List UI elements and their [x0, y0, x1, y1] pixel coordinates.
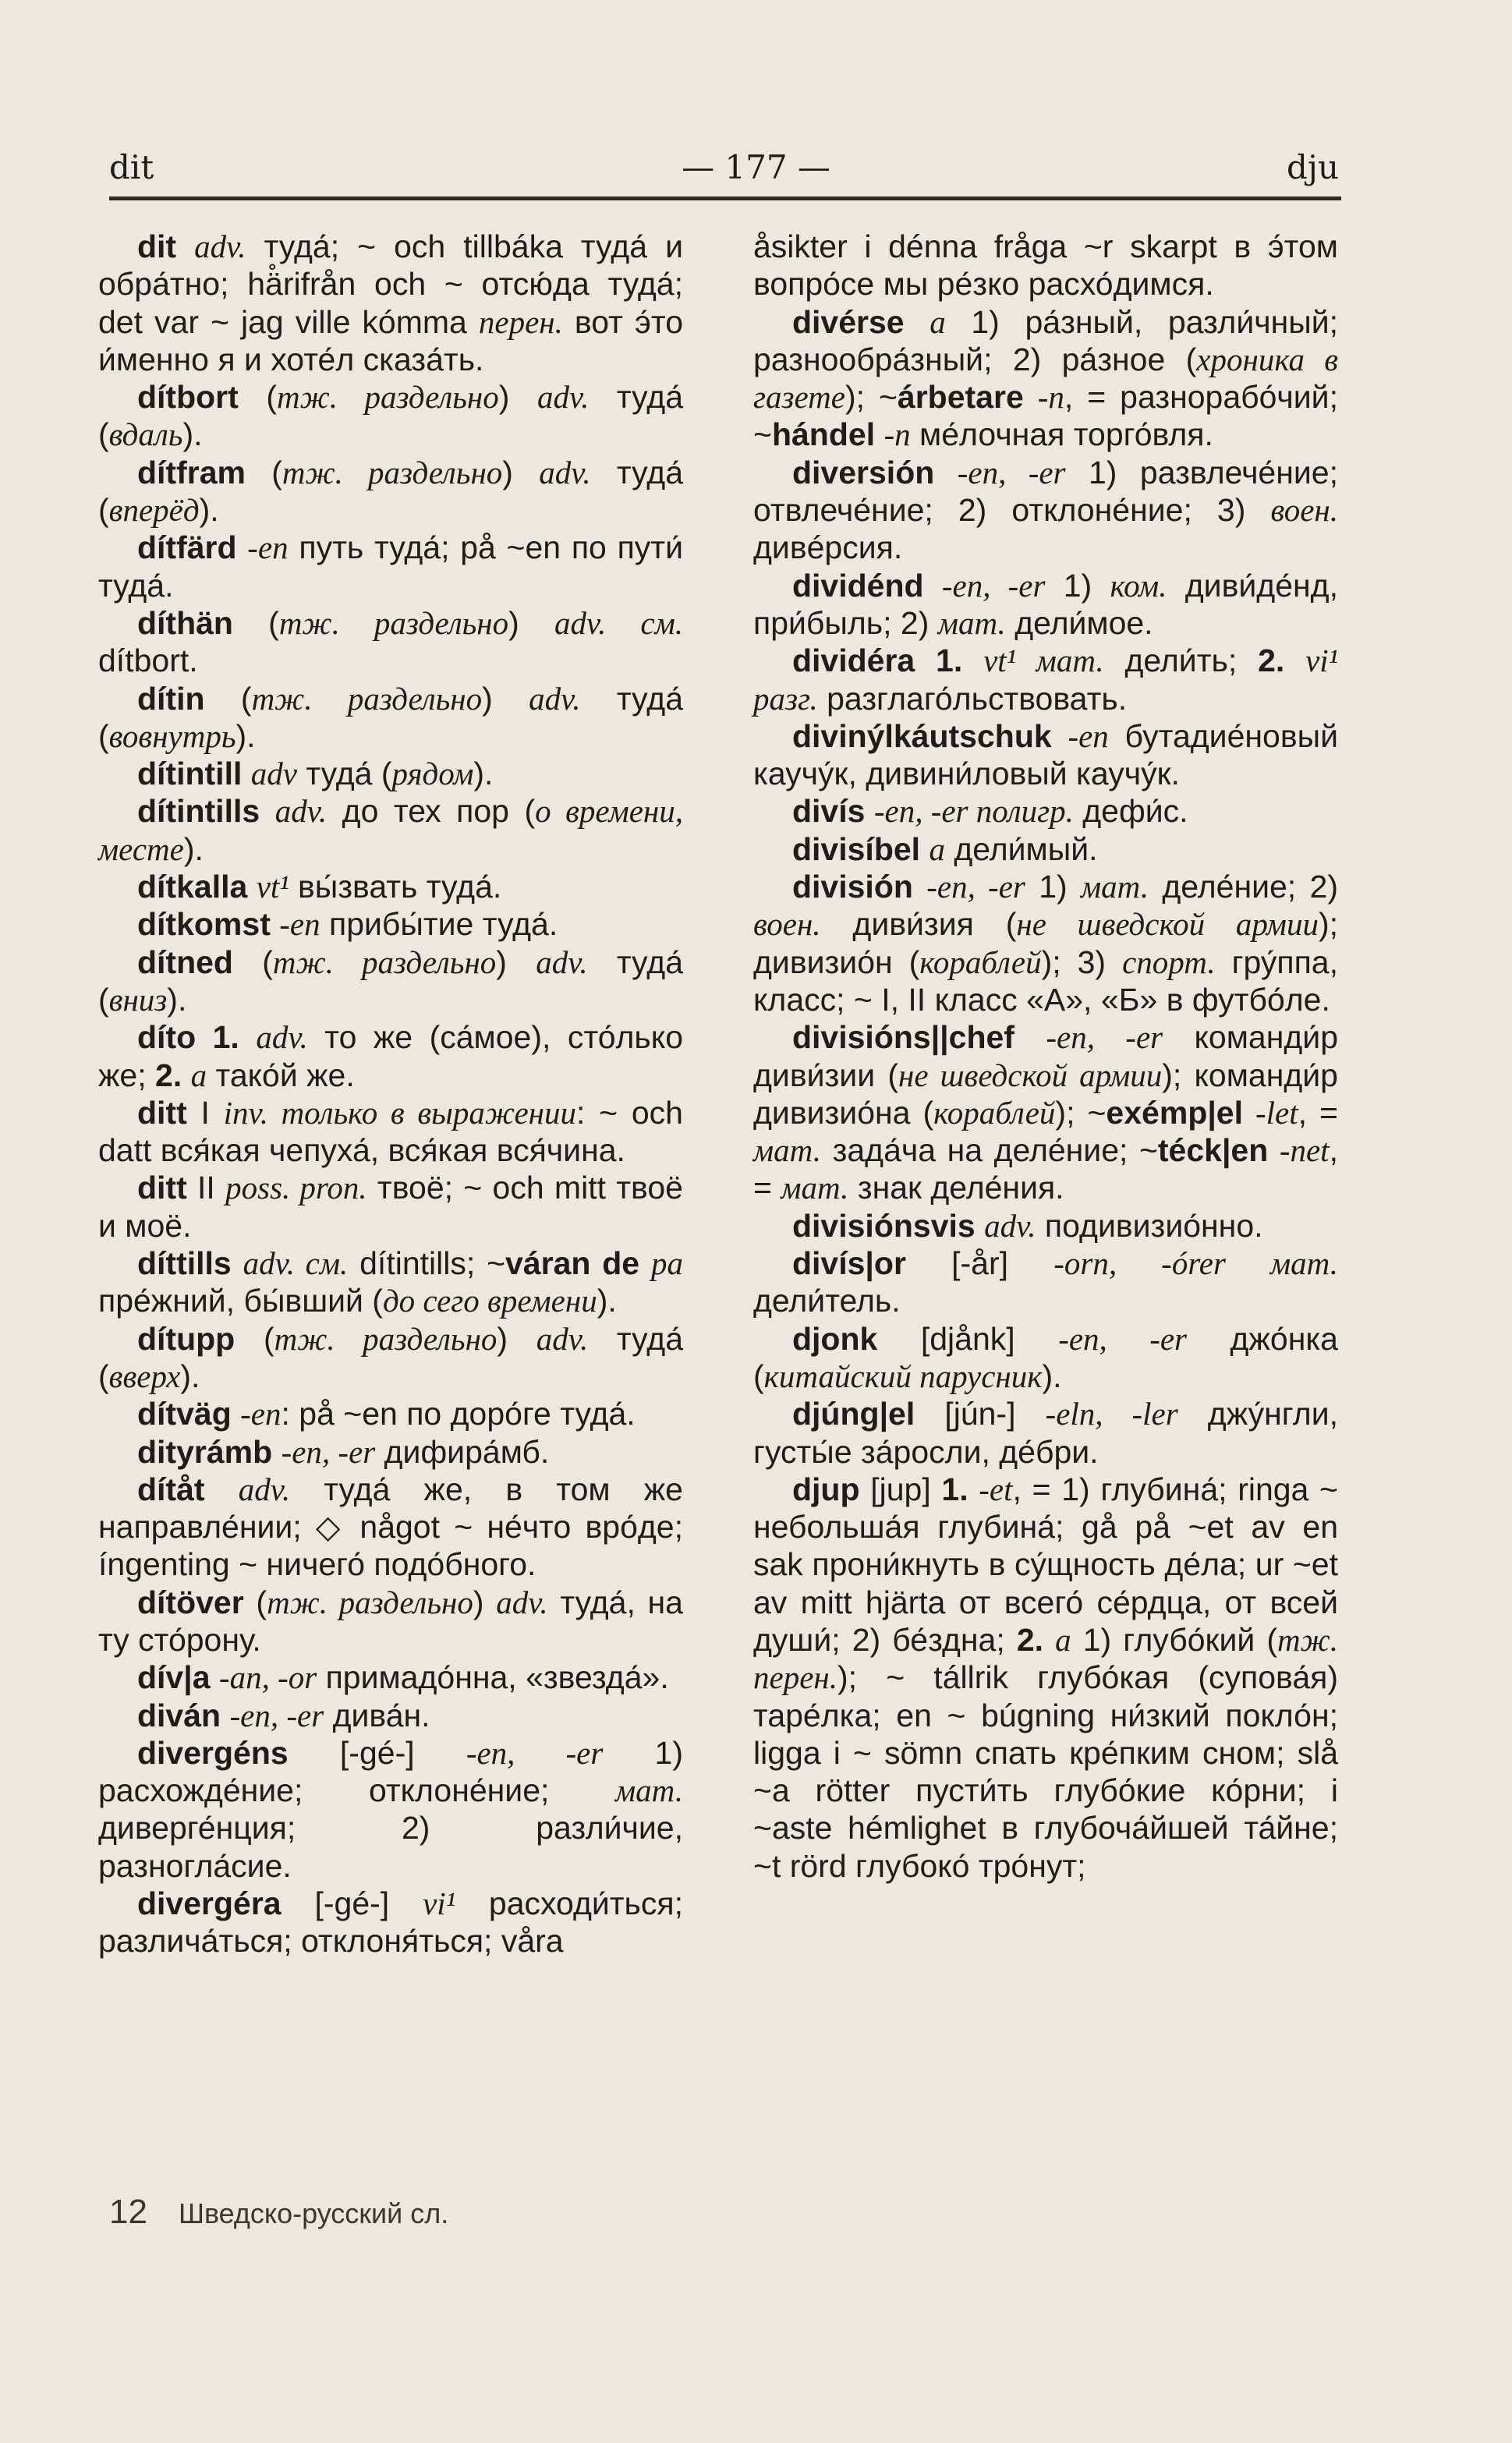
- dictionary-entry: [98, 1395, 683, 1432]
- footer-sheet-number: 12: [109, 2193, 147, 2231]
- definition-text: ): [497, 1320, 536, 1357]
- dictionary-entry: [753, 1320, 1338, 1396]
- definition-text: туда́, на ту сто́рону.: [98, 1584, 683, 1658]
- headword: 1.: [941, 1471, 968, 1507]
- dictionary-entry: [98, 1433, 683, 1471]
- grammar-label: вовнутрь: [108, 717, 236, 754]
- definition-text: [232, 1245, 243, 1281]
- definition-text: [1024, 379, 1038, 415]
- definition-text: [205, 1471, 239, 1507]
- dictionary-entry: [98, 1094, 683, 1170]
- grammar-label: -en, -er: [1058, 1320, 1188, 1357]
- headword: 2.: [1016, 1621, 1044, 1658]
- headword: divinýlkáutschuk: [792, 717, 1052, 754]
- headword: díttills: [137, 1245, 232, 1282]
- grammar-label: -en: [1068, 717, 1109, 754]
- definition-text: [934, 455, 957, 490]
- dictionary-entry: [98, 1471, 683, 1584]
- dictionary-entry: [98, 1659, 683, 1696]
- grammar-label: adv.: [256, 1019, 308, 1056]
- definition-text: ); дивизио́н (: [753, 906, 1338, 980]
- grammar-label: тж. раздельно: [274, 1320, 498, 1357]
- dictionary-entry: [753, 1207, 1338, 1245]
- definition-text: (: [204, 680, 252, 717]
- grammar-label: -en, -er: [926, 869, 1025, 905]
- definition-text: [221, 1698, 229, 1733]
- definition-text: дели́мое.: [1005, 604, 1153, 641]
- dictionary-entry: [98, 680, 683, 756]
- grammar-label: мат.: [937, 604, 1006, 641]
- headword: dítintill: [137, 756, 243, 792]
- headword: dítåt: [137, 1471, 205, 1507]
- header-rule: [109, 197, 1341, 200]
- definition-text: джо́нка (: [753, 1320, 1338, 1394]
- grammar-label: -en: [240, 1396, 282, 1432]
- definition-text: дивéрсия.: [753, 529, 903, 566]
- footer-signature: Шведско-русский сл.: [178, 2197, 449, 2229]
- grammar-label: рядом: [391, 756, 474, 792]
- definition-text: бутадие́новый каучу́к, дивини́ловый каучу́к.: [753, 717, 1338, 792]
- definition-text: [211, 1659, 219, 1695]
- definition-text: dítintills; ~: [348, 1245, 506, 1282]
- headword: váran de: [505, 1245, 640, 1282]
- grammar-label: a: [929, 830, 945, 867]
- definition-text: [913, 869, 926, 905]
- dictionary-entry: [753, 792, 1338, 830]
- headword: dítkomst: [137, 906, 271, 943]
- definition-text: дива́н.: [324, 1697, 430, 1733]
- definition-text: [1014, 1019, 1046, 1055]
- definition-text: ): [496, 944, 536, 980]
- dictionary-entry: [753, 303, 1338, 454]
- definition-text: твоё; ~ och mitt твоё и моё.: [98, 1170, 683, 1244]
- dictionary-entry: [98, 1584, 683, 1659]
- dictionary-entry: [753, 1395, 1338, 1471]
- headword: divís|or: [792, 1245, 906, 1282]
- dictionary-entry: [98, 604, 683, 680]
- definition-text: [247, 869, 256, 905]
- definition-text: ); ~: [845, 379, 898, 416]
- headword: dítkalla: [137, 869, 248, 905]
- definition-text: [-gé-]: [281, 1885, 423, 1922]
- dictionary-entry: [98, 228, 683, 378]
- headword: diván: [137, 1697, 221, 1733]
- headword: dit: [137, 228, 177, 264]
- definition-text: ).: [199, 492, 219, 529]
- headword: árbetare: [897, 379, 1024, 416]
- definition-text: (: [243, 1584, 267, 1620]
- grammar-label: вдаль: [108, 416, 183, 453]
- definition-text: I: [186, 1094, 224, 1131]
- definition-text: дели́тель.: [753, 1283, 901, 1319]
- grammar-label: adv.: [536, 379, 590, 416]
- definition-text: тако́й же.: [207, 1057, 355, 1093]
- definition-text: ): [473, 1584, 497, 1620]
- definition-text: [1052, 718, 1068, 754]
- grammar-label: adv.: [274, 793, 328, 830]
- grammar-label: тж. раздельно: [282, 454, 503, 490]
- grammar-label: adv. см.: [554, 604, 684, 641]
- grammar-label: кораблей: [933, 1094, 1056, 1131]
- grammar-label: вверх: [108, 1358, 181, 1394]
- grammar-label: -let: [1255, 1094, 1298, 1131]
- grammar-label: -en, -er: [1046, 1019, 1163, 1056]
- grammar-label: тж. раздельно: [277, 379, 499, 416]
- definition-text: [237, 529, 248, 565]
- definition-text: расходи́ться; различа́ться; отклоня́ться; våra: [98, 1885, 683, 1960]
- grammar-label: vt¹ мат.: [983, 643, 1104, 679]
- headword: divisiónsvis: [792, 1207, 976, 1244]
- grammar-label: pa: [650, 1245, 683, 1282]
- page-number: — 177 —: [682, 148, 830, 186]
- definition-text: [176, 228, 194, 264]
- definition-text: [920, 831, 929, 867]
- definition-text: [639, 1245, 651, 1281]
- grammar-label: -an, -or: [218, 1659, 317, 1696]
- definition-text: [djånk]: [877, 1320, 1059, 1357]
- definition-text: дели́ть;: [1103, 643, 1259, 679]
- headword: divís: [792, 793, 866, 830]
- definition-text: до тех пор (: [327, 793, 536, 830]
- headword: ditt: [137, 1094, 187, 1131]
- dictionary-entry: [98, 944, 683, 1019]
- dictionary-entry: [753, 228, 1338, 303]
- grammar-label: не шведской армии: [898, 1057, 1163, 1093]
- definition-text: ): [482, 680, 529, 717]
- definition-text: диви́де́нд, при́быль; 2): [753, 567, 1338, 641]
- grammar-label: тж. раздельно: [278, 604, 509, 641]
- definition-text: (: [238, 379, 278, 416]
- grammar-label: -et: [979, 1471, 1013, 1507]
- definition-text: : ~ och datt вся́кая чепуха́, вся́кая вся́чина.: [98, 1094, 683, 1169]
- definition-text: ме́лочная торго́вля.: [910, 416, 1213, 453]
- dictionary-entry: [98, 454, 683, 529]
- definition-text: [260, 793, 275, 829]
- definition-text: дефи́с.: [1073, 793, 1188, 830]
- definition-text: [jup]: [859, 1471, 942, 1507]
- definition-text: ).: [597, 1283, 617, 1319]
- grammar-label: ком.: [1110, 567, 1167, 604]
- headword: 2.: [1258, 643, 1285, 679]
- definition-text: джу́нгли, густы́е за́росли, де́бри.: [753, 1396, 1338, 1470]
- grammar-label: adv. см.: [243, 1245, 349, 1282]
- headword: dítfärd: [137, 529, 237, 566]
- headword: djup: [792, 1471, 860, 1507]
- headword: dítbort: [137, 379, 239, 416]
- definition-text: ).: [180, 1358, 200, 1394]
- grammar-label: adv.: [539, 454, 591, 490]
- grammar-label: хроника в газете: [753, 341, 1338, 416]
- headword: divisíbel: [792, 830, 921, 867]
- grammar-label: -en, -er полигр.: [873, 793, 1074, 830]
- header-left-guide-word: dit: [109, 148, 154, 186]
- headword: dividénd: [792, 567, 924, 604]
- definition-text: ).: [183, 830, 204, 867]
- definition-text: [-gé-]: [288, 1734, 466, 1771]
- dictionary-entry: [98, 905, 683, 943]
- headword: díthän: [137, 604, 233, 641]
- grammar-label: poss. pron.: [225, 1170, 367, 1206]
- grammar-label: vi¹: [423, 1885, 455, 1922]
- grammar-label: тж. раздельно: [272, 944, 497, 980]
- header-right-guide-word: dju: [1287, 148, 1339, 186]
- grammar-label: перен.: [478, 303, 563, 340]
- definition-text: ): [498, 379, 537, 416]
- definition-text: прибы́тие туда́.: [320, 906, 558, 943]
- dictionary-entry: [753, 1018, 1338, 1206]
- definition-text: туда́ же, в том же направле́нии; ◇ något ~ не́что вро́де; íngenting ~ ничего́ подо́бного.: [98, 1471, 683, 1583]
- definition-text: команди́р диви́зии (: [753, 1019, 1338, 1093]
- definition-text: туда́ (: [98, 944, 684, 1018]
- definition-text: путь туда́; på ~en по пути́ туда́.: [98, 529, 683, 604]
- definition-text: 1): [1045, 567, 1110, 604]
- definition-text: [271, 906, 279, 942]
- headword: ditt: [137, 1170, 187, 1206]
- headword: dítned: [137, 944, 233, 980]
- definition-text: [1284, 643, 1305, 678]
- definition-text: ); ~ tállrik глубо́кая (супова́я) таре́лка; en ~ búgning ни́зкий покло́н; ligga i ~ sömn спать кре́пким сном; slå ~a rötter пусти́ть глубо́кие ко́рни; i ~aste hémlighet в глубоча́йшей та́йне; ~t rörd глубоко́ тро́нут;: [753, 1659, 1338, 1884]
- definition-text: гру́ппа, класс; ~ I, II класс «А», «Б» в футбо́ле.: [753, 944, 1338, 1018]
- definition-text: II: [186, 1170, 226, 1206]
- grammar-label: adv.: [536, 944, 588, 980]
- dictionary-entry: [98, 378, 683, 454]
- definition-text: диверге́нция; 2) разли́чие, разногла́сие.: [98, 1810, 683, 1884]
- grammar-label: тж. раздельно: [251, 680, 483, 717]
- definition-text: [905, 304, 930, 340]
- dictionary-entry: [753, 567, 1338, 643]
- definition-text: вот э́то и́менно я и хоте́л сказа́ть.: [98, 303, 683, 377]
- headword: divergéra: [137, 1885, 282, 1922]
- dictionary-entry: [98, 1697, 683, 1734]
- definition-text: вы́звать туда́.: [289, 869, 502, 905]
- grammar-label: не шведской армии: [1016, 906, 1319, 943]
- dictionary-entry: [753, 868, 1338, 1018]
- definition-text: ): [508, 604, 554, 641]
- headword: dityrámb: [137, 1433, 273, 1470]
- grammar-label: a: [190, 1057, 207, 1093]
- footer: [109, 2193, 448, 2232]
- grammar-label: воен.: [753, 906, 821, 943]
- definition-text: зада́ча на деле́ние; ~: [821, 1132, 1158, 1169]
- grammar-label: -en, -er: [941, 567, 1046, 604]
- headword: dítupp: [137, 1320, 235, 1357]
- dictionary-entry: [753, 830, 1338, 868]
- definition-text: ); 3): [1041, 944, 1123, 980]
- dictionary-entry: [98, 1169, 683, 1245]
- definition-text: туда́ (: [98, 379, 684, 453]
- definition-text: [242, 756, 250, 791]
- grammar-label: до сего времени: [382, 1283, 597, 1319]
- definition-text: [962, 643, 983, 678]
- dictionary-entry: [98, 792, 683, 868]
- definition-text: , =: [1298, 1094, 1338, 1131]
- grammar-label: мат.: [614, 1772, 683, 1809]
- dictionary-entry: [753, 454, 1338, 567]
- dictionary-entry: [98, 1245, 683, 1320]
- headword: divérse: [792, 303, 905, 340]
- dictionary-entry: [753, 1245, 1338, 1320]
- grammar-label: тж. раздельно: [267, 1584, 473, 1620]
- definition-text: [968, 1471, 979, 1507]
- definition-text: туда́ (: [98, 680, 684, 754]
- definition-text: подивизио́нно.: [1036, 1207, 1263, 1244]
- definition-text: , = разнорабо́чий; ~: [753, 379, 1338, 453]
- definition-text: [182, 1057, 190, 1093]
- definition-text: пре́жний, бы́вший (: [98, 1283, 383, 1319]
- definition-text: ); ~: [1055, 1094, 1107, 1131]
- definition-text: дифира́мб.: [375, 1433, 550, 1470]
- grammar-label: спорт.: [1122, 944, 1216, 980]
- headword: divisións||chef: [792, 1019, 1014, 1056]
- definition-text: дели́мый.: [944, 830, 1098, 867]
- right-column: [753, 228, 1338, 1885]
- headword: dítin: [137, 680, 205, 717]
- definition-text: [924, 568, 942, 604]
- definition-text: 1) развлече́ние; отвлече́ние; 2) отклоне́ние; 3): [753, 454, 1338, 529]
- definition-text: [272, 1434, 281, 1470]
- grammar-label: inv. только в выражении: [223, 1094, 577, 1131]
- headword: dítöver: [137, 1584, 244, 1620]
- definition-text: 1): [1025, 869, 1081, 905]
- definition-text: ).: [235, 717, 256, 754]
- definition-text: ).: [182, 416, 203, 453]
- definition-text: 1) расхожде́ние; отклоне́ние;: [98, 1734, 683, 1809]
- grammar-label: adv.: [529, 680, 581, 717]
- dictionary-entry: [98, 1018, 683, 1094]
- dictionary-entry: [98, 1885, 683, 1960]
- grammar-label: vt¹: [256, 869, 289, 905]
- headword: díto 1.: [137, 1019, 239, 1056]
- grammar-label: -en, -er: [229, 1697, 324, 1733]
- grammar-label: -net: [1279, 1132, 1330, 1169]
- definition-text: (: [232, 944, 273, 980]
- grammar-label: adv: [250, 756, 297, 792]
- dictionary-entry: [753, 642, 1338, 717]
- definition-text: [976, 1208, 984, 1244]
- definition-text: [1043, 1622, 1055, 1658]
- definition-text: ).: [473, 756, 494, 792]
- definition-text: 1) ра́зный, разли́чный; разнообра́зный; 2) ра́зное (: [753, 303, 1338, 377]
- grammar-label: -en, -er: [466, 1734, 604, 1771]
- definition-text: [1268, 1132, 1280, 1168]
- grammar-label: воен.: [1270, 492, 1338, 529]
- definition-text: разглаго́льствовать.: [817, 680, 1128, 717]
- definition-text: ); команди́р дивизио́на (: [753, 1057, 1338, 1131]
- definition-text: ): [502, 454, 540, 490]
- grammar-label: adv.: [194, 228, 246, 264]
- grammar-label: vi¹ разг.: [753, 643, 1338, 717]
- definition-text: то же (са́мое), сто́лько же;: [98, 1019, 683, 1093]
- definition-text: туда́ (: [296, 756, 392, 792]
- definition-text: , =: [753, 1132, 1338, 1206]
- grammar-label: -en: [279, 906, 320, 943]
- grammar-label: -n: [883, 416, 911, 453]
- definition-text: dítbort.: [98, 643, 198, 679]
- grammar-label: a: [930, 303, 946, 340]
- grammar-label: о времени, месте: [98, 793, 683, 867]
- headword: dítintills: [137, 793, 260, 830]
- definition-text: туда́ (: [98, 1320, 684, 1394]
- definition-text: ).: [1042, 1358, 1062, 1394]
- grammar-label: a: [1055, 1621, 1071, 1658]
- definition-text: диви́зия (: [820, 906, 1017, 943]
- dictionary-entry: [98, 755, 683, 792]
- headword: téck|en: [1157, 1132, 1269, 1169]
- definition-text: (: [232, 604, 279, 641]
- grammar-label: -n: [1037, 379, 1064, 416]
- definition-text: 1) глубо́кий (: [1071, 1621, 1277, 1658]
- grammar-label: тж. перен.: [753, 1621, 1338, 1696]
- definition-text: åsikter i dénna fråga ~r skarpt в э́том вопро́се мы ре́зко расхо́димся.: [753, 228, 1338, 303]
- grammar-label: adv.: [984, 1207, 1036, 1244]
- definition-text: деле́ние; 2): [1149, 869, 1338, 905]
- definition-text: примадо́нна, «звезда́».: [317, 1659, 669, 1696]
- grammar-label: -orn, -órer мат.: [1053, 1245, 1338, 1282]
- headword: dítväg: [137, 1396, 232, 1432]
- definition-text: [232, 1396, 240, 1432]
- headword: djonk: [792, 1320, 878, 1357]
- grammar-label: -en, -er: [281, 1433, 376, 1470]
- definition-text: (: [245, 454, 282, 490]
- dictionary-entry: [753, 1471, 1338, 1885]
- dictionary-entry: [98, 1734, 683, 1885]
- grammar-label: мат.: [1081, 869, 1149, 905]
- headword: exémp|el: [1106, 1094, 1243, 1131]
- definition-text: туда́ (: [98, 454, 684, 529]
- definition-text: [jún-]: [915, 1396, 1046, 1432]
- grammar-label: -en: [247, 529, 289, 566]
- definition-text: : på ~en по доро́ге туда́.: [281, 1396, 636, 1432]
- headword: djúng|el: [792, 1396, 915, 1432]
- grammar-label: китайский парусник: [763, 1358, 1043, 1394]
- headword: división: [792, 869, 913, 905]
- headword: divergéns: [137, 1734, 289, 1771]
- definition-text: [875, 416, 883, 452]
- definition-text: ).: [167, 981, 187, 1018]
- definition-text: [-år]: [905, 1245, 1054, 1282]
- headword: dividéra 1.: [792, 643, 963, 679]
- headword: dív|a: [137, 1659, 211, 1696]
- definition-text: туда́; ~ och tillbáka туда́ и обра́тно; hä̊rifrån och ~ отсю́да туда́; det var ~ jag ville kómma: [98, 228, 683, 340]
- dictionary-entry: [753, 717, 1338, 793]
- grammar-label: мат.: [753, 1132, 822, 1169]
- grammar-label: вперёд: [108, 492, 200, 529]
- dictionary-entry: [98, 868, 683, 905]
- grammar-label: вниз: [108, 981, 168, 1018]
- headword: hándel: [771, 416, 876, 453]
- definition-text: [1243, 1095, 1255, 1131]
- grammar-label: -en, -er: [957, 454, 1066, 490]
- left-column: [98, 228, 683, 1960]
- grammar-label: adv.: [238, 1471, 291, 1507]
- grammar-label: мат.: [781, 1170, 849, 1206]
- definition-text: [239, 1019, 257, 1055]
- definition-text: [865, 793, 873, 829]
- headword: 2.: [155, 1057, 182, 1093]
- dictionary-entry: [98, 1320, 683, 1396]
- grammar-label: adv.: [496, 1584, 548, 1620]
- grammar-label: -eln, -ler: [1045, 1396, 1178, 1432]
- grammar-label: adv.: [536, 1320, 589, 1357]
- definition-text: , = 1) глубина́; ringa ~ небольша́я глубина́; gå på ~et av en sak прони́кнуть в су́щность де́ла; ur ~et av mitt hjärta от всего́ се́рдца, от всей души́; 2) бе́здна;: [753, 1471, 1338, 1658]
- dictionary-entry: [98, 529, 683, 604]
- definition-text: знак деле́ния.: [848, 1170, 1064, 1206]
- definition-text: (: [235, 1320, 274, 1357]
- grammar-label: кораблей: [919, 944, 1042, 980]
- headword: dítfram: [137, 454, 246, 490]
- headword: diversión: [792, 454, 935, 490]
